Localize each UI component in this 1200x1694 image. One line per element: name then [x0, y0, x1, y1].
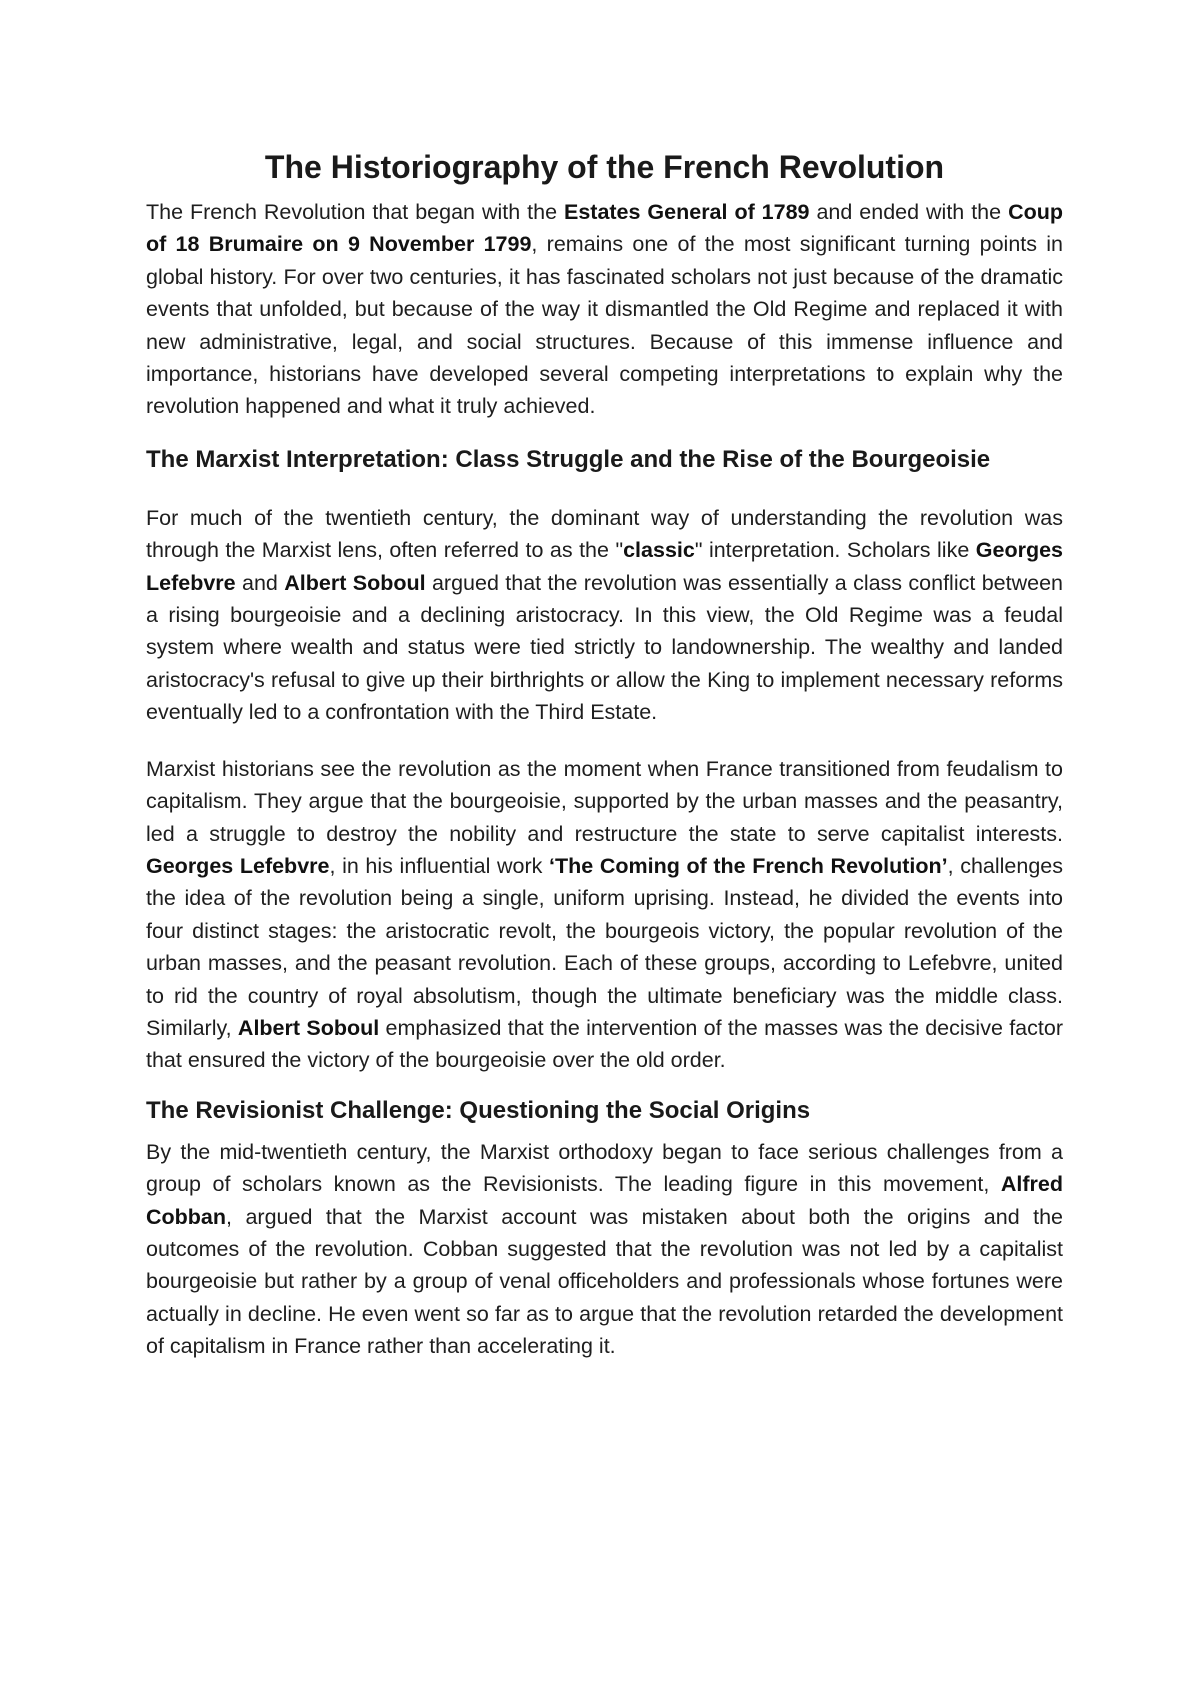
document-title: The Historiography of the French Revolution — [264, 149, 945, 185]
text-run: , challenges the idea of the revolution being a single, uniform uprising. Instead, he divided the events into four distinct stages: the aristocratic revolt, the bourgeois victory, the popular revolution of the urban masses, and the peasant revolution. Each of these groups, according to Lefebvre, united to rid the country of royal absolutism, though the ultimate beneficiary was the middle class. Similarly, — [146, 853, 1064, 1040]
bold-text: Estates General of 1789 — [563, 200, 810, 224]
revisionist-paragraph-1 — [146, 1136, 1063, 1363]
text-run: , argued that the Marxist account was mistaken about both the origins and the outcomes of the revolution. Cobban suggested that the revolution was not led by a capitalist bourgeoisie but rather by a group of venal officeholders and professionals whose fortunes were actually in decline. He even went so far as to argue that the revolution retarded the development of capitalism in France rather than accelerating it. — [146, 1204, 1063, 1359]
text-run: and — [235, 570, 285, 595]
text-run: , remains one of the most significant turning points in global history. For over two centuries, it has fascinated scholars not just because of the dramatic events that unfolded, but because of the way it dismantled the Old Regime and replaced it with new administrative, legal, and social structures. Because of this immense influence and importance, historians have developed several competing interpretations to explain why the revolution happened and what it truly achieved. — [146, 232, 1063, 419]
bold-text: Coup of 18 Brumaire on 9 November 1799 — [146, 200, 1063, 257]
text-run: argued that the revolution was essentially a class conflict between a rising bourgeoisie and a declining aristocracy. In this view, the Old Regime was a feudal system where wealth and status were tied strictly to landownership. The wealthy and landed aristocracy's refusal to give up their birthrights or allow the King to implement necessary reforms eventually led to a confrontation with the Third Estate. — [146, 570, 1063, 725]
bold-text: Albert Soboul — [284, 570, 426, 595]
text-run: By the mid-twentieth century, the Marxist orthodoxy began to face serious challenges from a group of scholars known as the Revisionists. The leading figure in this movement, — [146, 1139, 1063, 1197]
bold-text: Georges Lefebvre — [146, 538, 1063, 595]
bold-text: Georges Lefebvre — [146, 853, 330, 878]
text-run: The French Revolution that began with the — [146, 200, 564, 224]
marxist-paragraph-1 — [146, 502, 1063, 729]
section-heading-marxist: The Marxist Interpretation: Class Struggle and the Rise of the Bourgeoisie — [146, 445, 991, 473]
document-page — [146, 0, 1063, 1363]
bold-text: Albert Soboul — [237, 1015, 380, 1040]
text-run: For much of the twentieth century, the dominant way of understanding the revolution was through the Marxist lens, often referred to as the " — [146, 505, 1063, 563]
text-run: , in his influential work — [329, 853, 550, 878]
bold-text: Alfred Cobban — [146, 1172, 1063, 1229]
section-heading-revisionist: The Revisionist Challenge: Questioning the Social Origins — [146, 1096, 811, 1124]
intro-paragraph — [146, 196, 1063, 423]
text-run: emphasized that the intervention of the masses was the decisive factor that ensured the victory of the bourgeoisie over the old order. — [146, 1015, 1063, 1073]
text-run: " interpretation. Scholars like — [694, 538, 976, 563]
bold-text: ‘The Coming of the French Revolution’ — [549, 853, 948, 878]
text-run: Marxist historians see the revolution as the moment when France transitioned from feudalism to capitalism. They argue that the bourgeoisie, supported by the urban masses and the peasantry, led a struggle to destroy the nobility and restructure the state to serve capitalist interests. — [146, 756, 1063, 846]
text-run: and ended with the — [809, 200, 1009, 224]
marxist-paragraph-2 — [146, 753, 1063, 1077]
bold-text: classic — [623, 538, 695, 563]
